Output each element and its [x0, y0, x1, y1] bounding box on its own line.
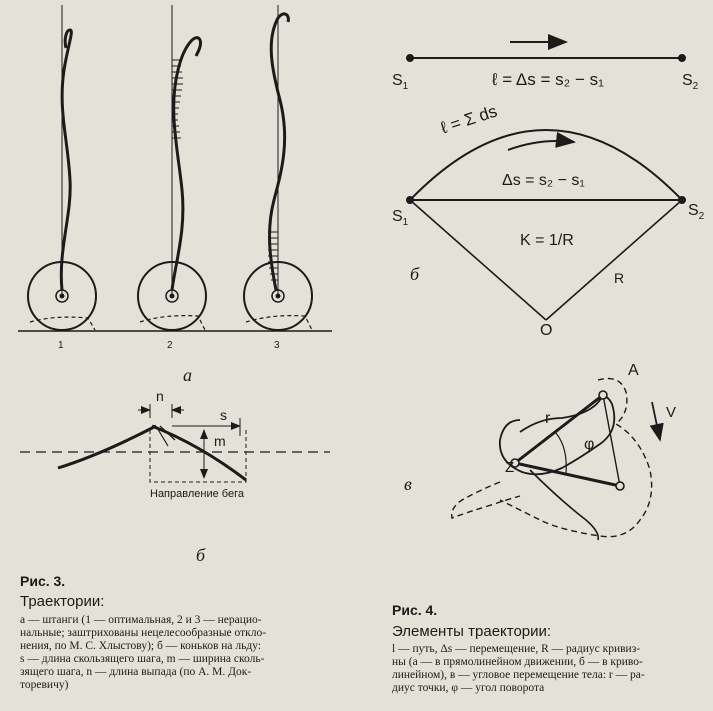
skate-track-left — [58, 426, 156, 468]
fig4-caption-line: линейном), в — угловое перемещение тела: r — ра- — [392, 669, 645, 681]
fig3b-skate-stride — [20, 404, 330, 482]
skate-track-right — [152, 426, 246, 480]
fig3a-trajectories — [18, 5, 332, 331]
fig3-caption-line: а — штанги (1 — оптимальная, 2 и 3 — нерацио- — [20, 614, 262, 626]
radius-line — [546, 200, 682, 320]
fig4c-point-a: A — [628, 362, 639, 379]
stride-s-label: s — [220, 407, 227, 423]
fig4b-center-label: O — [540, 322, 553, 339]
fig3-caption-subtitle: Траектории: — [20, 593, 105, 610]
fig4a-equation: ℓ = Δs = s₂ − s₁ — [492, 70, 604, 89]
rod-label-3: 3 — [274, 340, 280, 351]
fig4a-s2-label: $S_2$ — [682, 72, 699, 93]
fig3-caption-line: торевичу) — [20, 679, 69, 691]
fig4b-radius-label: R — [614, 270, 625, 286]
fig4c-center-label: Z — [505, 459, 515, 476]
trajectory-2 — [172, 38, 201, 290]
trajectory-1 — [61, 30, 71, 290]
fig3-caption-line: зящего шага, n — длина выпада (по А. М. Док- — [20, 666, 252, 678]
fig4-panel-b-label: б — [410, 264, 420, 284]
stride-n-label: n — [156, 388, 164, 404]
fig4b-path-label: ℓ = Σ ds — [438, 101, 500, 138]
fig4b-s2-label: $S_2$ — [688, 202, 705, 223]
fig4c-rotation — [452, 379, 660, 541]
fig4b-curved-path — [407, 130, 686, 320]
fig3-caption-line: нения, по М. С. Хлыстову); б — коньков на льду: — [20, 640, 262, 652]
fig4a-s1-label: $S_1$ — [392, 72, 409, 93]
run-direction-label: Направление бега — [150, 488, 244, 500]
fig4-caption-title: Рис. 4. — [392, 602, 438, 618]
fig4b-s1-label: $S_1$ — [392, 208, 409, 229]
fig4-caption-line: l — путь, Δs — перемещение, R — радиус кривиз- — [392, 643, 641, 655]
fig3-panel-b-label: б — [196, 545, 206, 565]
fig4-panel-c-label: в — [404, 474, 412, 494]
fig4a-straight-path — [407, 42, 686, 62]
fig3-caption-title: Рис. 3. — [20, 573, 66, 589]
fig4b-displacement: Δs = s₂ − s₁ — [502, 172, 585, 189]
stride-m-label: m — [214, 433, 226, 449]
rod-label-1: 1 — [58, 340, 64, 351]
fig4b-curvature: K = 1/R — [520, 232, 574, 249]
fig4-caption-line: ны (а — в прямолинейном движении, б — в криво- — [392, 656, 643, 668]
fig3-panel-a-label: а — [183, 365, 192, 385]
fig4-caption-subtitle: Элементы траектории: — [392, 623, 552, 640]
rod-label-2: 2 — [167, 340, 173, 351]
fig3-caption-body — [20, 614, 360, 692]
fig3-caption-line: s — длина скользящего шага, m — ширина сколь- — [20, 653, 265, 665]
fig4-caption-line: диус точки, φ — угол поворота — [392, 682, 545, 694]
fig4c-radius-label: r — [545, 410, 551, 427]
velocity-arrow — [652, 402, 660, 440]
fig4-caption-body — [392, 643, 708, 695]
fig4c-angle-label: φ — [584, 436, 595, 453]
fig4c-velocity-label: V — [666, 404, 677, 421]
fig3-caption-line: нальные; заштрихованы нецелесообразные откло- — [20, 627, 267, 639]
